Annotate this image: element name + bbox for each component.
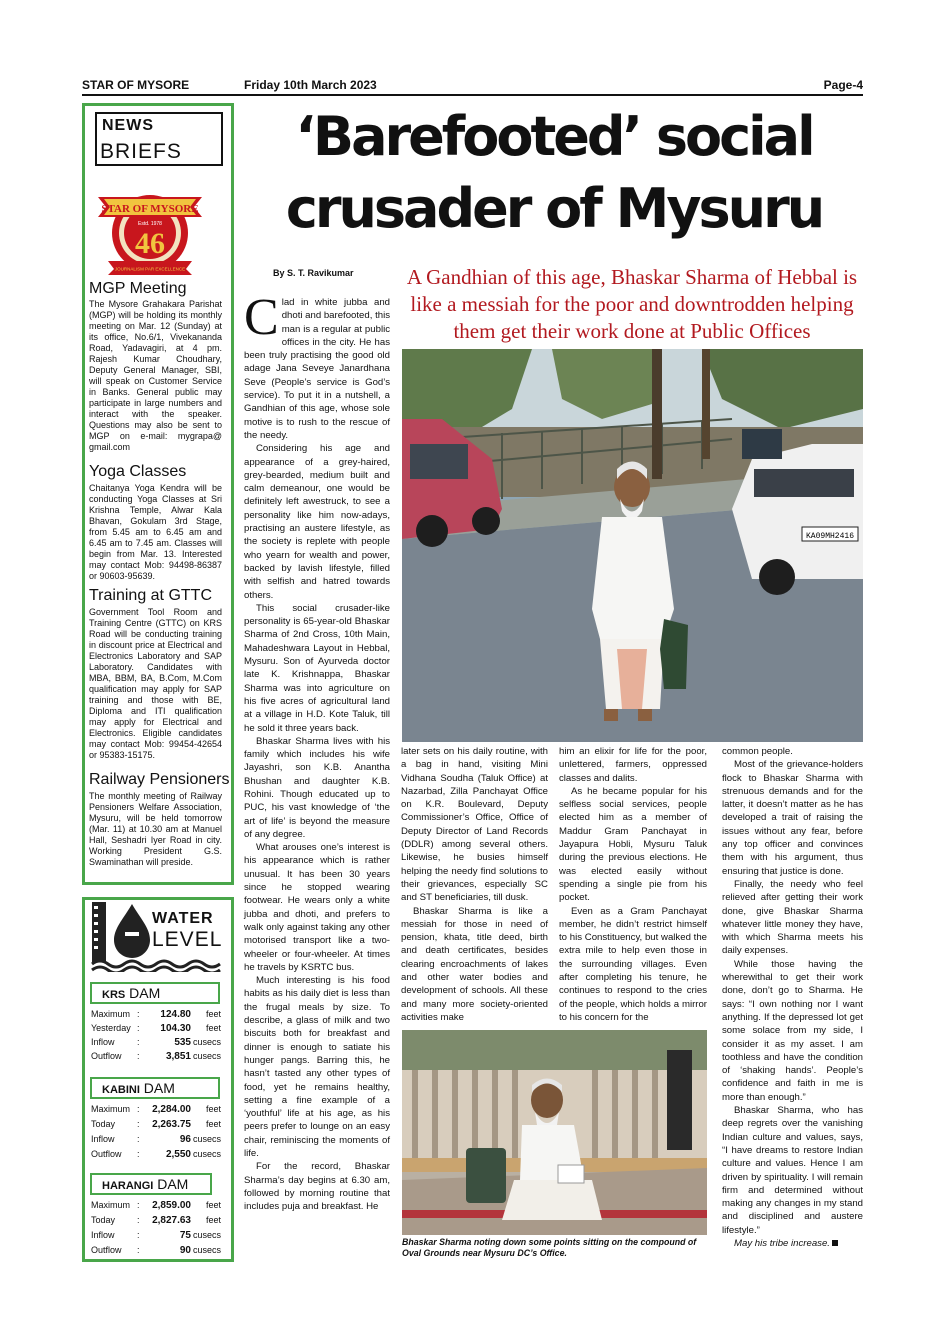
byline: By S. T. Ravikumar [273, 268, 354, 278]
dam-label-krs: KRS DAM [90, 982, 220, 1004]
end-mark-icon [832, 1240, 838, 1246]
dam-row: Today : 2,827.63 feet [91, 1215, 221, 1226]
drop-cap: C [244, 289, 279, 346]
article-column-1 [244, 289, 390, 1213]
headline-line-2: crusader of Mysuru [285, 177, 823, 240]
dam-label-harangi: HARANGI DAM [90, 1173, 212, 1195]
news-briefs-title [95, 112, 223, 166]
article-paragraph: Most of the grievance-holders flock to Bhaskar Sharma with strenuous demands and for the latter, it doesn’t matter as he has developed a trait of raising the issues without any fear, before any top officer and convinces them with his argument, thus ensuring that justice is done. [722, 759, 863, 877]
paper-name: STAR OF MYSORE [82, 78, 190, 92]
number-plate: KA09MH2416 [805, 532, 855, 541]
article-closing-line: May his tribe increase. [722, 1237, 863, 1250]
article-column-2 [401, 745, 548, 1024]
headline-line-1: ‘Barefooted’ social [295, 105, 813, 168]
dam-row: Outflow : 90 cusecs [91, 1245, 221, 1256]
brief-text: The Mysore Grahakara Parishat (MGP) will be holding its monthly meeting on Mar. 12 (Sunday) at its office, No.6/1, Vivekananda Road, Yadavagiri, at 4 pm. Rajesh Kumar Choudhary, Deputy General Manager, SBI, will speak on Customer Service in Banks. General public may participate in large numbers and interact with the speaker. Questions may also be sent to MGP on e-mail: mygrapa@ gmail.com [89, 299, 222, 452]
logo-tagline: JOURNALISM PAR EXCELLENCE [114, 266, 186, 272]
article-paragraph: For the record, Bhaskar Sharma’s day begins at 6.30 am, followed by morning routine that includes puja and breakfast. He [244, 1161, 390, 1213]
article-photo-secondary [402, 1030, 707, 1235]
article-headline [244, 101, 864, 245]
briefs-label: BRIEFS [100, 140, 182, 163]
brief-text: The monthly meeting of Railway Pensioners Welfare Association, Mysuru, will be held tomorrow (Mar. 11) at 10.30 am at Manuel Hall, Seshadri Iyer Road in city. Working President G.S. Swaminathan will preside. [89, 791, 222, 867]
article-paragraph: What arouses one’s interest is his appearance which is rather unusual. It has been 30 years since he stopped wearing footwear. He wears only a white jubba and dhoti, and prefers to walk only against taking any other motorised transport like a two-wheeler or four-wheeler. At times he travels by KSRTC bus. [244, 842, 390, 973]
article-paragraph: Much interesting is his food habits as his daily diet is less than the frugal meals by size. To describe, a glass of milk and two biscuits both for breakfast and dinner is enough to satiate his hunger pangs. Barring this, he hasn’t tasted any other types of food, yet he remains healthy, setting a fine example of a ‘youthful’ life at his age, as his peers prefer to lounge on an easy chair, reminiscing the moments of life. [244, 975, 390, 1159]
anniversary-logo-icon [90, 185, 210, 277]
level-title: LEVEL [152, 928, 223, 951]
brief-heading: Training at GTTC [89, 587, 212, 604]
article-column-3 [559, 745, 707, 1024]
logo-name: STAR OF MYSORE [101, 203, 199, 215]
brief-heading: Railway Pensioners [89, 771, 230, 788]
water-title: WATER [152, 910, 214, 927]
article-paragraph: later sets on his daily routine, with a bag in hand, visiting Mini Vidhana Soudha (Taluk Office) at Nazarbad, Zilla Panchayat Office on K.R. Boulevard, Deputy Commissioner’s Office, Office of Deputy Director of Land Records (DDLR) among several others. Likewise, he busies himself helping the needy find solutions to their grievances, especially SC and ST beneficiaries, till dusk. [401, 746, 548, 904]
dam-row: Inflow : 535 cusecs [91, 1037, 221, 1048]
dam-label-kabini: KABINI DAM [90, 1077, 220, 1099]
article-paragraph: Bhaskar Sharma is like a messiah for those in need of pension, khata, title deed, birth and death certificates, besides clearing encroachments of lakes and other water bodies and development of schools. All these and many more society-oriented activities make [401, 905, 548, 1023]
dam-row: Maximum : 2,284.00 feet [91, 1104, 221, 1115]
article-paragraph: Considering his age and appearance of a grey-haired, grey-bearded, medium built and calm demeanour, one would be definitely left awestruck, to see a personality like him now-adays, practising an austere lifestyle, as the society is replete with people who yearn for wealth and power, backed by lavish lifestyle, filled with selfish and hatred towards others. [244, 443, 390, 601]
article-paragraph: Finally, the needy who feel relieved after getting their work done, give Bhaskar Sharma whatever little money they have, with which Sharma meets his daily expenses. [722, 878, 863, 957]
article-paragraph: Bhaskar Sharma lives with his family which includes his wife Jayashri, son K.B. Anantha Bhushan and daughter K.B. Rohini. Though educated up to PUC, his vast knowledge of ‘the art of life’ is beyond the measure of any degree. [244, 735, 390, 840]
page-header [82, 78, 863, 94]
photo-caption: Bhaskar Sharma noting down some points sitting on the compound of Oval Grounds near Mysuru DC’s Office. [402, 1237, 697, 1258]
article-paragraph: Bhaskar Sharma, who has deep regrets over the vanishing Indian culture and values, says, “I have dreams to restore Indian culture and values. Hence I am driven by spirituality. I will remain firm and determined without making any changes in my stand and disciplined and austere lifestyle.” [722, 1105, 863, 1236]
dam-row: Outflow : 3,851 cusecs [91, 1051, 221, 1062]
dam-row: Maximum : 2,859.00 feet [91, 1200, 221, 1211]
article-paragraph: him an elixir for life for the poor, unlettered, farmers, oppressed classes and dalits. [559, 746, 707, 784]
logo-number: 46 [135, 227, 165, 260]
issue-date: Friday 10th March 2023 [244, 78, 377, 92]
dam-row: Maximum : 124.80 feet [91, 1009, 221, 1020]
article-paragraph: This social crusader-like personality is 65-year-old Bhaskar Sharma of 2nd Cross, 10th Main, Mahadeshwara Layout in Hebbal, Mysuru. Son of Ayurveda doctor late K. Krishnappa, Bhaskar Sharma was into agriculture on his five acres of agricultural land at a village in H.D. Kote Taluk, till he sold it three years back. [244, 602, 390, 734]
article-paragraph: Clad in white jubba and dhoti and barefooted, this man is a regular at public offices in the city. He has been truly practising the good old adage Jana Seveye Janardhana Seve (People’s service is God’s service). To put it in a nutshell, a Gandhian of this age, whose sole motive is to rush to the rescue of the needy. [244, 289, 390, 441]
dam-row: Outflow : 2,550 cusecs [91, 1149, 221, 1160]
brief-heading: MGP Meeting [89, 280, 187, 297]
brief-text: Chaitanya Yoga Kendra will be conducting Yoga Classes at Sri Krishna Temple, Alwar Kala Bhavan, Gokulam 3rd Stage, from 5.45 am to 6.45 am and 6.45 am to 7.45 am. Classes will begin from Mar. 13. Interested may contact Mob: 94498-86387 or 90603-95639. [89, 483, 222, 581]
brief-heading: Yoga Classes [89, 463, 187, 480]
page-number: Page-4 [823, 78, 863, 92]
news-label: NEWS [102, 117, 154, 134]
logo-estd: Estd. 1978 [138, 221, 162, 227]
article-subhead: A Gandhian of this age, Bhaskar Sharma of Hebbal is like a messiah for the poor and downtrodden helping them get their work done at Public Offices [406, 265, 858, 343]
article-paragraph: Even as a Gram Panchayat member, he didn’t restrict himself to his Constituency, but walked the extra mile to help even those in the surrounding villages. Even after completing his tenure, he continues to respond to the cries of the people, which holds a mirror to his concern for the [559, 905, 707, 1023]
article-column-4 [722, 745, 863, 1250]
article-paragraph: While those having the wherewithal to get their work done, don’t go to Sharma. He says: “I own nothing nor I want anything. If the depressed lot get some solace from my side, I consider it as my asset. I am toothless and have the condition of ‘shaking hands’. People’s confidence and faith in me is more than enough.” [722, 958, 863, 1103]
brief-text: Government Tool Room and Training Centre (GTTC) on KRS Road will be conducting training in discount price at Electrical and Electronics Laboratory and SAP Laboratory. Candidates with MBA, BBM, BA, B.Com, M.Com qualification may apply for SAP training and those with BE, Diploma and ITI qualification may apply for Electrical and Electronics. Eligible candidates may contact Mob: 99454-42654 or 95383-15175. [89, 607, 222, 760]
dam-row: Today : 2,263.75 feet [91, 1119, 221, 1130]
article-paragraph: As he became popular for his selfless social services, people elected him as a member of Maddur Gram Panchayat in Jayapura Hobli, Mysuru Taluk during the previous elections. He was elected easily without spending a single pie from his pocket. [559, 785, 707, 904]
article-photo-main [402, 349, 863, 742]
dam-row: Yesterday : 104.30 feet [91, 1023, 221, 1034]
dam-row: Inflow : 96 cusecs [91, 1134, 221, 1145]
article-paragraph: common people. [722, 746, 793, 757]
dam-row: Inflow : 75 cusecs [91, 1230, 221, 1241]
header-rule [82, 94, 863, 96]
